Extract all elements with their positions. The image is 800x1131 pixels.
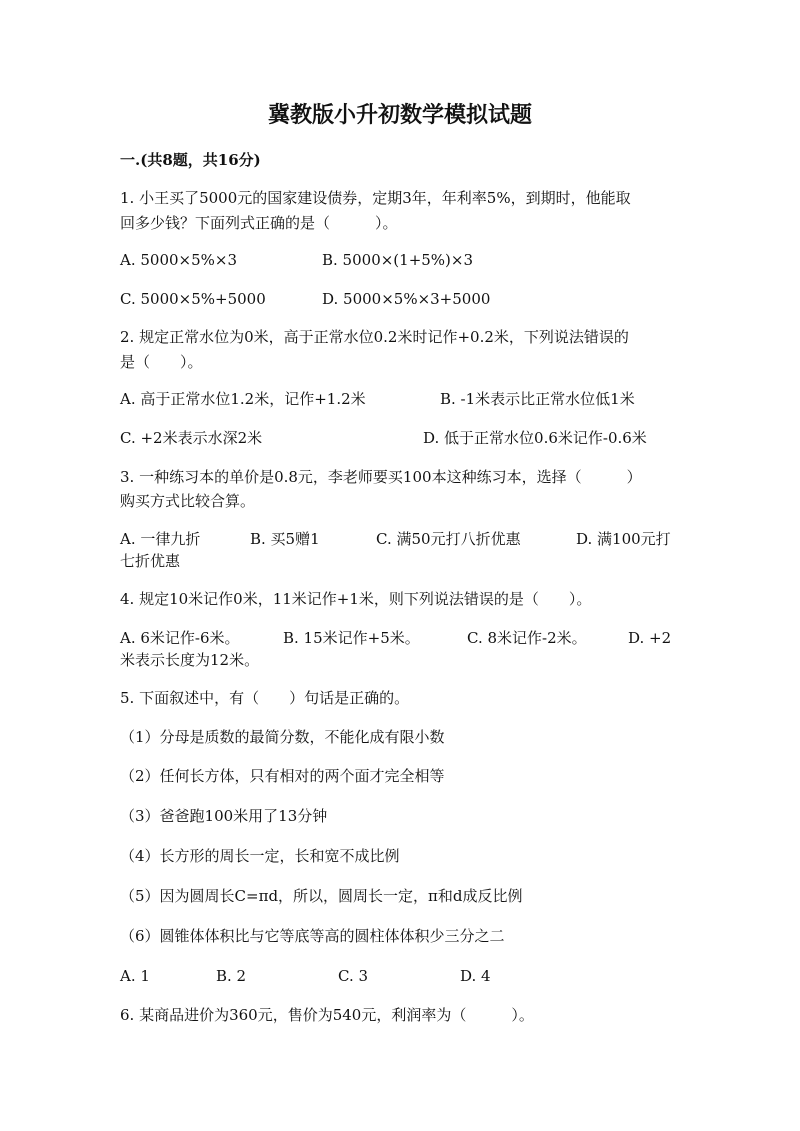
question-2-option-c: C. +2米表示水深2米 — [120, 429, 263, 447]
question-1-option-b: B. 5000×(1+5%)×3 — [322, 251, 474, 269]
question-5-statement-1: （1）分母是质数的最简分数，不能化成有限小数 — [120, 728, 445, 746]
question-5-option-c: C. 3 — [338, 967, 369, 985]
question-5-stem: 5. 下面叙述中，有（ ）句话是正确的。 — [120, 689, 410, 707]
question-3-option-d: D. 满100元打 — [576, 530, 671, 548]
question-5-statement-3: （3）爸爸跑100米用了13分钟 — [120, 807, 328, 825]
question-5-option-d: D. 4 — [460, 967, 491, 985]
section-heading: 一.(共8题，共16分) — [120, 151, 261, 169]
question-4-option-c: C. 8米记作-2米。 — [467, 629, 587, 647]
question-3-stem-line-1: 3. 一种练习本的单价是0.8元，李老师要买100本这种练习本，选择（ ） — [120, 468, 642, 486]
question-6-stem: 6. 某商品进价为360元，售价为540元，利润率为（ ）。 — [120, 1006, 534, 1024]
question-3-option-a: A. 一律九折 — [120, 530, 201, 548]
question-1-option-d: D. 5000×5%×3+5000 — [322, 290, 491, 308]
question-3-option-c: C. 满50元打八折优惠 — [376, 530, 521, 548]
question-2-stem-line-1: 2. 规定正常水位为0米，高于正常水位0.2米时记作+0.2米，下列说法错误的 — [120, 328, 629, 346]
question-5-statement-5: （5）因为圆周长C=πd，所以，圆周长一定，π和d成反比例 — [120, 887, 523, 905]
question-3-stem-line-2: 购买方式比较合算。 — [120, 492, 256, 510]
question-5-statement-2: （2）任何长方体，只有相对的两个面才完全相等 — [120, 767, 445, 785]
question-5-option-b: B. 2 — [216, 967, 247, 985]
question-2-option-d: D. 低于正常水位0.6米记作-0.6米 — [423, 429, 647, 447]
question-4-stem: 4. 规定10米记作0米，11米记作+1米，则下列说法错误的是（ ）。 — [120, 590, 592, 608]
question-2-stem-line-2: 是（ ）。 — [120, 353, 203, 371]
question-4-option-d: D. +2 — [628, 629, 672, 647]
question-2-option-b: B. -1米表示比正常水位低1米 — [440, 390, 635, 408]
question-1-option-c: C. 5000×5%+5000 — [120, 290, 266, 308]
question-1-stem-line-2: 回多少钱？下面列式正确的是（ ）。 — [120, 214, 398, 232]
question-5-statement-6: （6）圆锥体体积比与它等底等高的圆柱体体积少三分之二 — [120, 927, 505, 945]
question-2-option-a: A. 高于正常水位1.2米，记作+1.2米 — [120, 390, 366, 408]
question-5-option-a: A. 1 — [120, 967, 150, 985]
page-title: 冀教版小升初数学模拟试题 — [267, 102, 532, 128]
question-4-option-b: B. 15米记作+5米。 — [283, 629, 420, 647]
question-3-option-b: B. 买5赠1 — [250, 530, 320, 548]
question-4-option-a: A. 6米记作-6米。 — [120, 629, 240, 647]
question-1-option-a: A. 5000×5%×3 — [120, 251, 238, 269]
question-1-stem-line-1: 1. 小王买了5000元的国家建设债券，定期3年，年利率5%，到期时，他能取 — [120, 189, 631, 207]
question-3-option-d-continued: 七折优惠 — [120, 552, 181, 570]
question-5-statement-4: （4）长方形的周长一定，长和宽不成比例 — [120, 847, 400, 865]
question-4-option-d-continued: 米表示长度为12米。 — [120, 651, 260, 669]
